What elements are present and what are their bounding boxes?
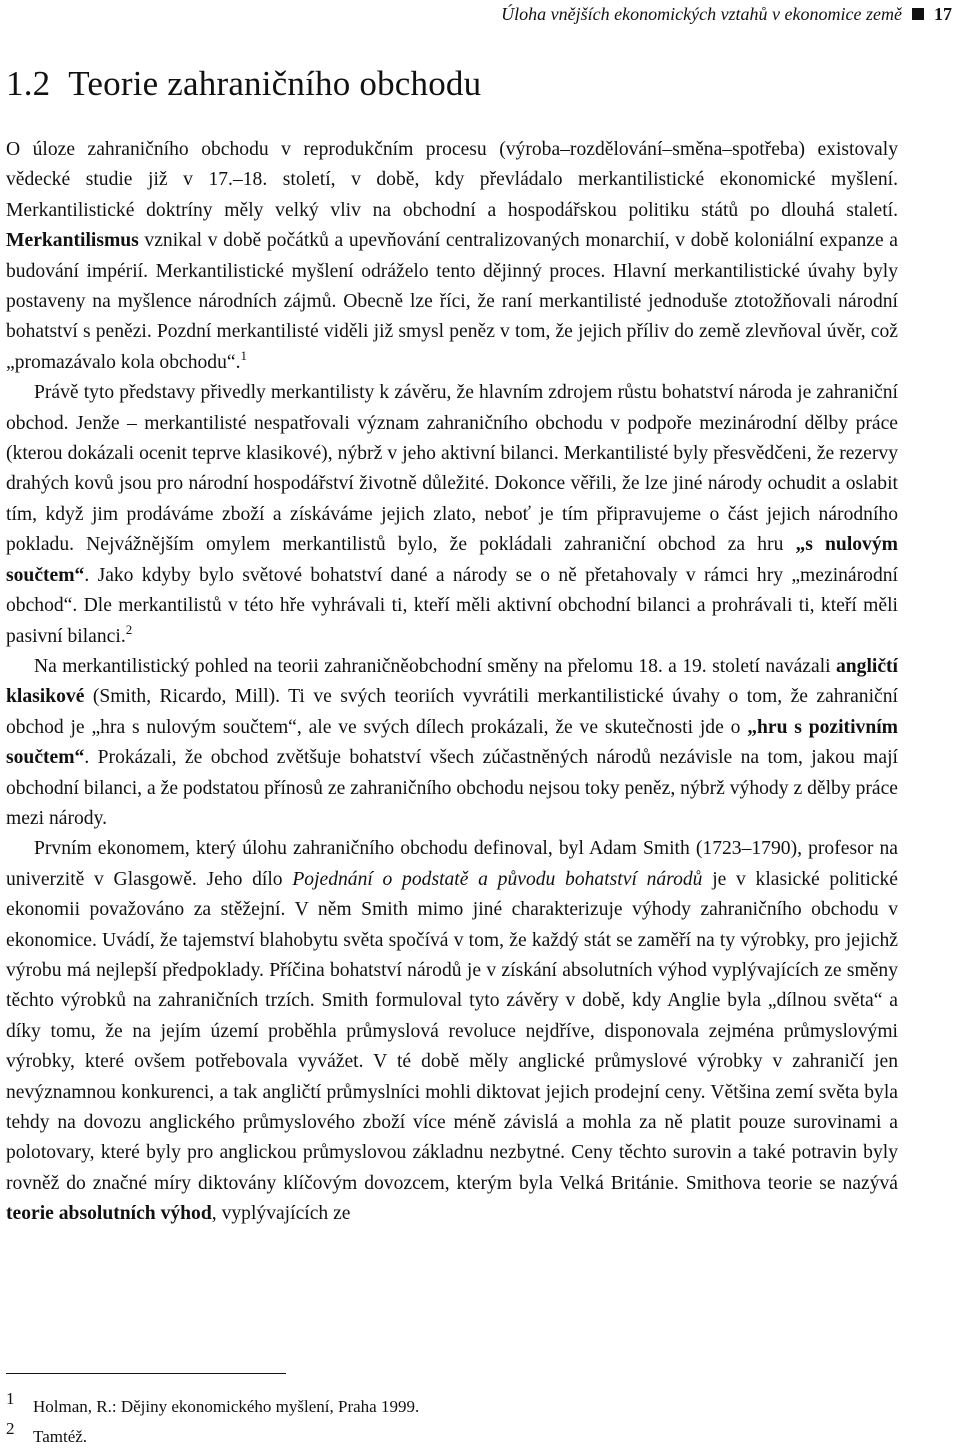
bold-term: Merkantilismus — [6, 230, 139, 252]
bold-term: „s nulovým součtem“ — [6, 534, 898, 586]
footnote-1 — [6, 1389, 420, 1417]
section-number: 1.2 — [6, 64, 51, 103]
running-title: Úloha vnějších ekonomických vztahů v ekonomice země — [501, 4, 902, 24]
footnote-2 — [6, 1419, 88, 1447]
paragraph-text: Právě tyto představy přivedly merkantilisty k závěru, že hlavním zdrojem růstu bohatství národa je zahraniční obchod. Jenže – merkantilisté nespatřovali význam zahraničního obchodu v podpoře mezinárodní dělby práce (kterou dokázali ocenit teprve klasikové), nýbrž v jeho aktivní bilanci. Merkantilisté byly přesvědčeni, že rezervy drahých kovů jsou pro národní hospodářství životně důležité. Dokonce věřili, že lze jiné národy ochudit a oslabit tím, když jim prodáváme zboží a získáváme jejich zlato, neboť je tím připravujeme o část jejich národního pokladu. Nejvážnějším omylem merkantilistů bylo, že pokládali zahraniční obchod za hru — [6, 382, 898, 556]
paragraph-text: Prvním ekonomem, který úlohu zahraničního obchodu definoval, byl Adam Smith (1723–1790), profesor na univerzitě v Glasgowě. Jeho dílo — [6, 838, 898, 890]
book-title: Pojednání o podstatě a původu bohatství národů — [292, 868, 703, 890]
page-number: 17 — [934, 4, 952, 24]
square-bullet-icon — [912, 8, 924, 20]
section-title: Teorie zahraničního obchodu — [68, 64, 482, 103]
paragraph-text: . Prokázali, že obchod zvětšuje bohatství všech zúčastněných národů nezávisle na tom, jakou mají obchodní bilanci, a že podstatou přínosů ze zahraničního obchodu nejsou toky peněz, nýbrž výhody z dělby práce mezi národy. — [6, 747, 898, 829]
paragraph-text: . Jako kdyby bylo světové bohatství dané a národy se o ně přetahovaly v rámci hry „mezinárodní obchod“. Dle merkantilistů v této hře vyhrávali ti, kteří měli aktivní obchodní bilanci a prohrávali ti, kteří měli pasivní bilanci. — [6, 564, 898, 647]
paragraph-text: Na merkantilistický pohled na teorii zahraničněobchodní směny na přelomu 18. a 19. století navázali — [34, 655, 836, 677]
section-heading — [6, 64, 481, 104]
body-text — [6, 135, 898, 1230]
footnote-text: Tamtéž. — [33, 1427, 88, 1446]
bold-term: „hru s pozitivním součtem“ — [6, 716, 898, 769]
footnote-number: 1 — [6, 1389, 15, 1408]
bold-term: teorie absolutních výhod — [6, 1203, 212, 1225]
paragraph-2 — [6, 378, 898, 652]
paragraph-text: vznikal v době počátků a upevňování centralizovaných monarchií, v době koloniální expanze a budování impérií. Merkantilistické myšlení odráželo tento dějinný proces. Hlavní merkantilistické úvahy byly postaveny na myšlence národních zájmů. Obecně lze říci, že raní merkantilisté jednoduše ztotožňovali národní bohatství s penězi. Pozdní merkantilisté viděli již smysl peněz v tom, že jejich příliv do země zlevňoval úvěr, což „promazávalo kola obchodu“. — [6, 230, 898, 373]
footnote-text: Holman, R.: Dějiny ekonomického myšlení, Praha 1999. — [33, 1397, 420, 1416]
footnote-separator — [6, 1373, 286, 1374]
paragraph-3 — [6, 652, 898, 834]
footnote-ref[interactable]: 2 — [125, 621, 133, 637]
paragraph-1 — [6, 135, 898, 378]
running-header — [501, 4, 952, 25]
bold-term: angličtí klasikové — [6, 655, 898, 708]
paragraph-text: (Smith, Ricardo, Mill). Ti ve svých teoriích vyvrátili merkantilistické úvahy o tom, že zahraniční obchod je „hra s nulovým součtem“, ale ve svých dílech prokázali, že ve skutečnosti jde o — [6, 686, 898, 738]
footnote-number: 2 — [6, 1419, 15, 1438]
paragraph-text: O úloze zahraničního obchodu v reprodukčním procesu (výroba–rozdělování–směna–spotřeba) existovaly vědecké studie již v 17.–18. století, v době, kdy převládalo merkantilistické ekonomické myšlení. Merkantilistické doktríny měly velký vliv na obchodní a hospodářskou politiku států po dlouhá staletí. — [6, 139, 898, 221]
footnote-ref[interactable]: 1 — [240, 347, 247, 363]
paragraph-text: , vyplývajících ze — [211, 1203, 351, 1225]
paragraph-text: je v klasické politické ekonomii považováno za stěžejní. V něm Smith mimo jiné charakterizuje výhody zahraničního obchodu v ekonomice. Uvádí, že tajemství blahobytu světa spočívá v tom, že každý stát se zaměří na ty výrobky, pro jejichž výrobu má nejlepší předpoklady. Příčina bohatství národů je v získání absolutních výhod vyplývajících ze směny těchto výrobků na zahraničních trzích. Smith formuloval tyto závěry v době, kdy Anglie byla „dílnou světa“ a díky tomu, že na jejím území proběhla průmyslová revoluce nejdříve, disponovala zejména průmyslovými výrobky, které ovšem potřebovala vyvážet. V té době měly anglické průmyslové výrobky v zahraničí jen nevýznamnou konkurenci, a tak angličtí průmyslníci mohli diktovat jejich prodejní ceny. Většina zemí světa byla tehdy na dovozu anglického průmyslového zboží více méně závislá a mohla za ně platit pouze surovinami a polotovary, které byly pro anglickou průmyslovou základnu nezbytné. Ceny těchto surovin a také potravin byly rovněž do značné míry diktovány klíčovým dovozcem, kterým byla Velká Británie. Smithova teorie se nazývá — [6, 868, 898, 1194]
paragraph-4 — [6, 834, 898, 1229]
